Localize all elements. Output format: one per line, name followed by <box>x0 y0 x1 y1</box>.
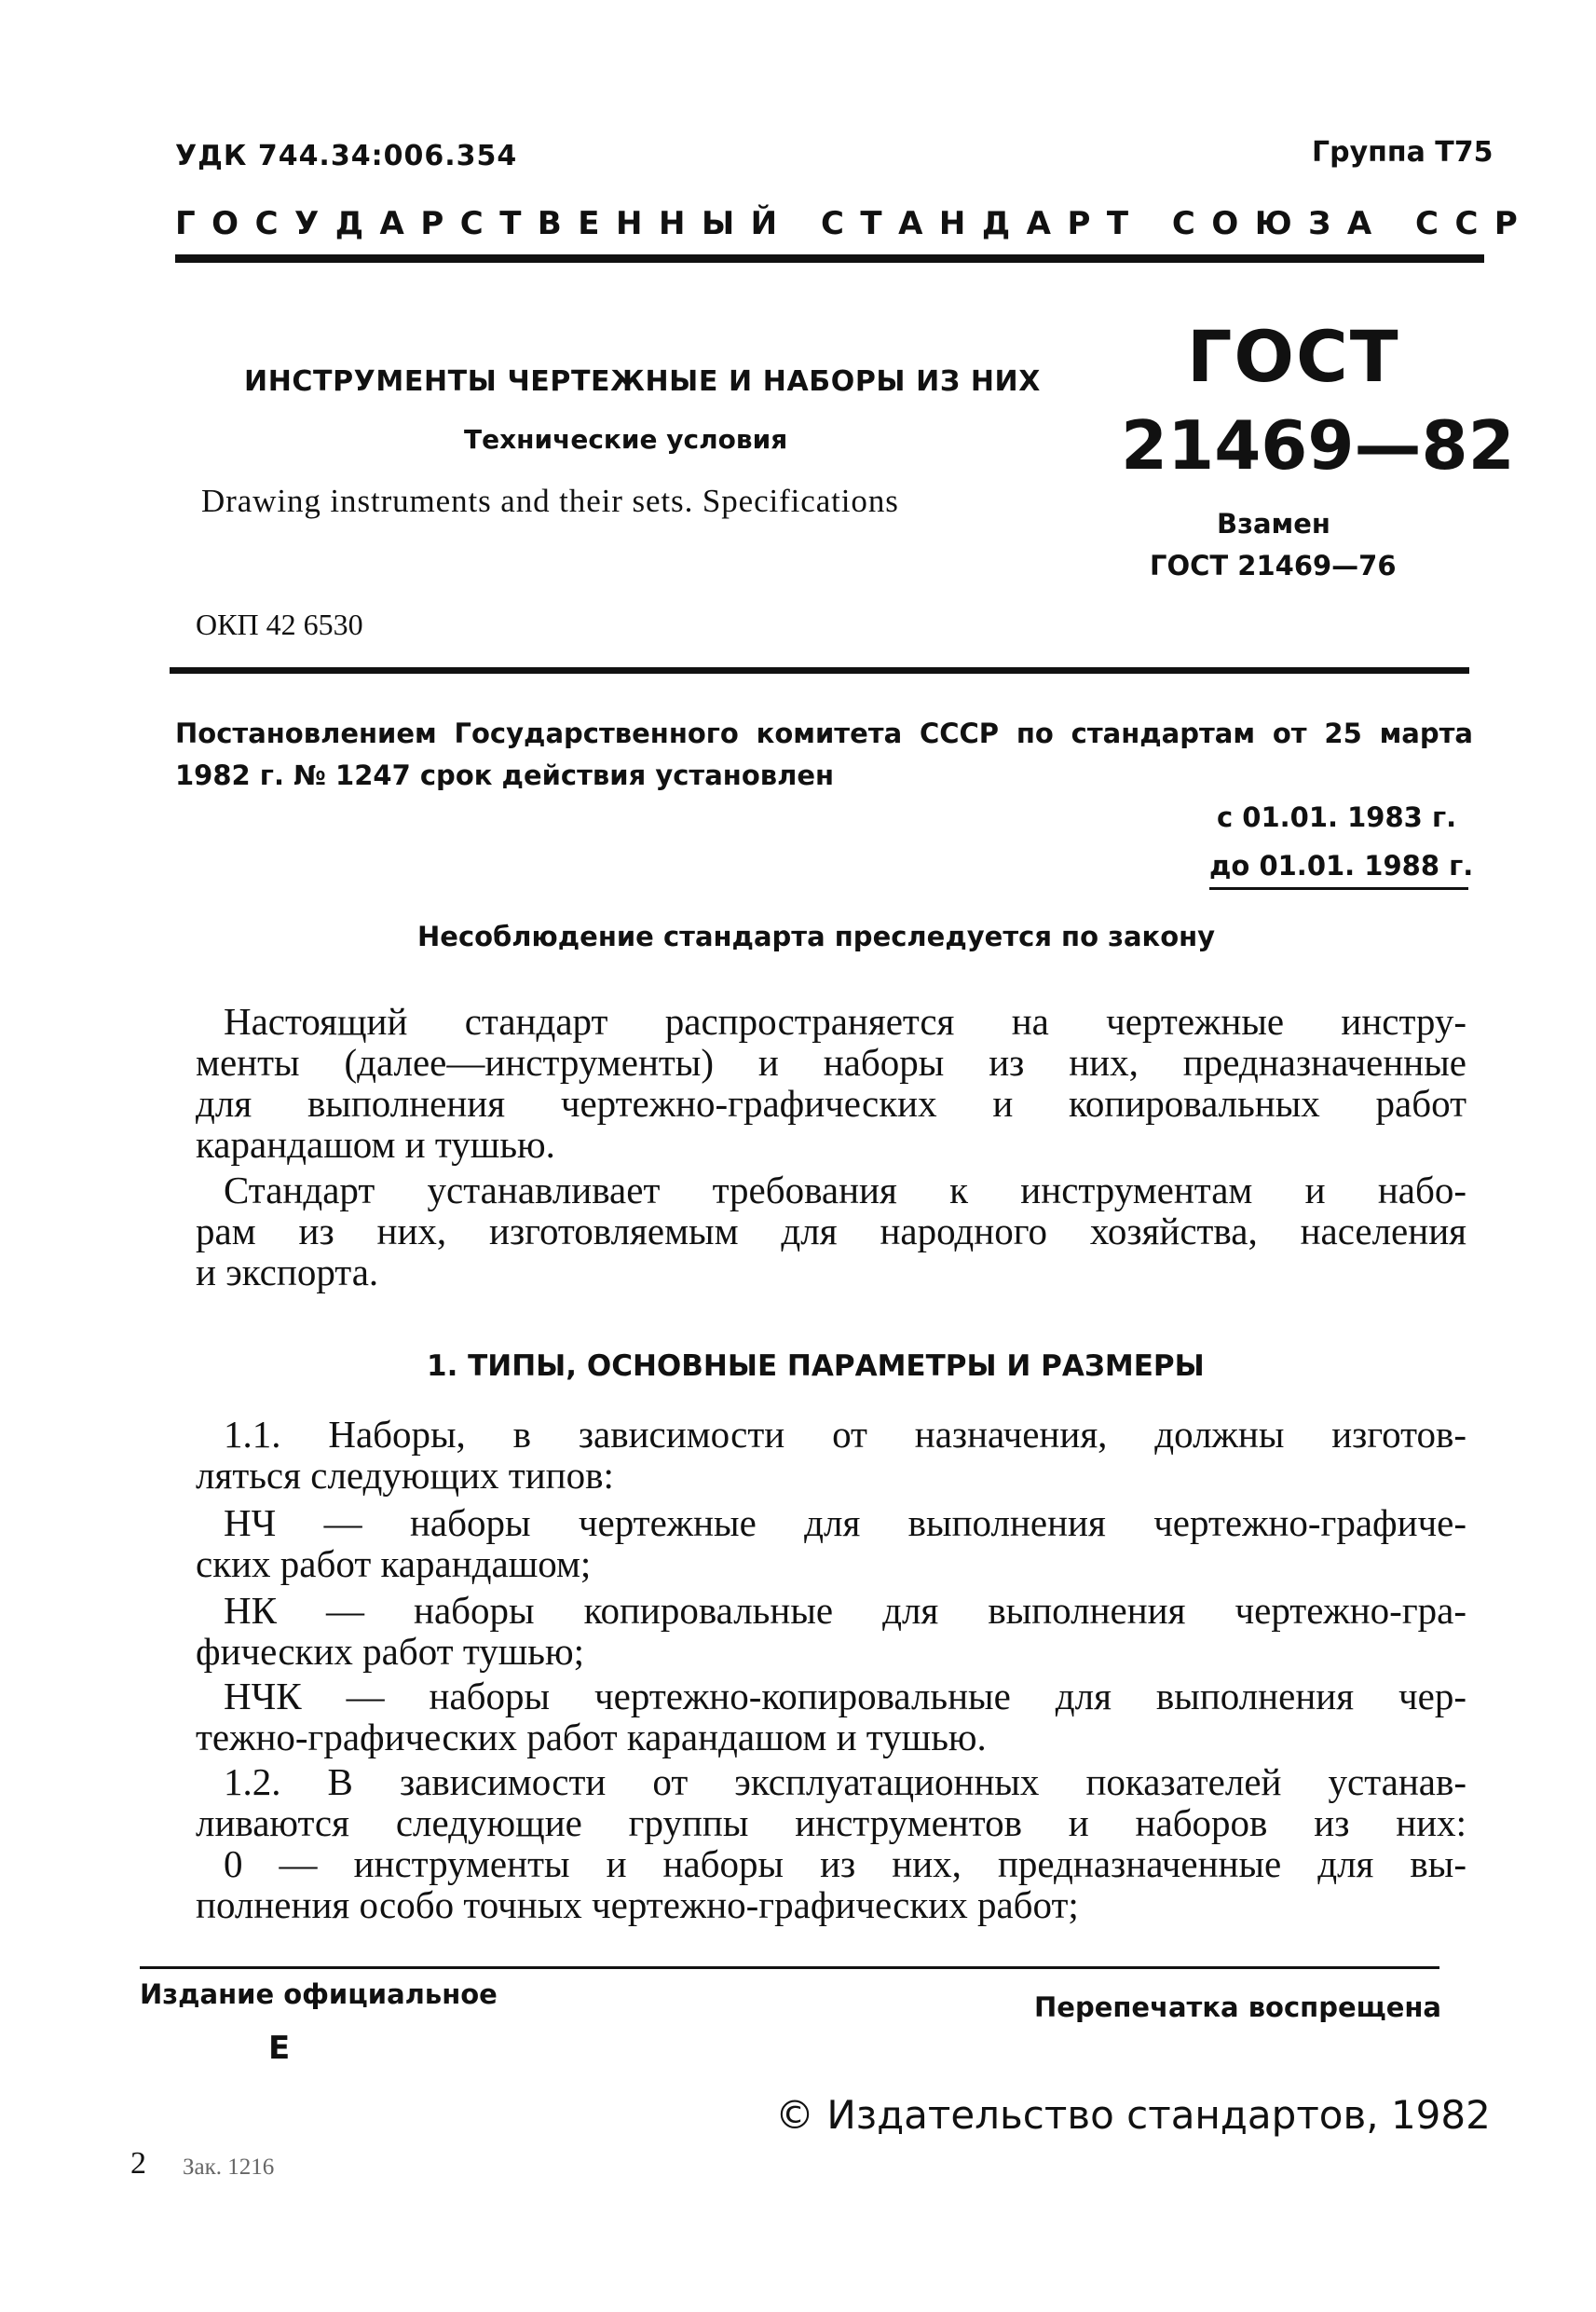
official-edition: Издание официальное <box>140 1978 498 2010</box>
section-line: тежно-графических работ карандашом и тушью. <box>196 1716 987 1758</box>
intro-line: карандашом и тушью. <box>196 1123 555 1166</box>
section-line: НК — наборы копировальные для выполнения чертежно-гра- <box>224 1589 1466 1632</box>
section-line: 0 — инструменты и наборы из них, предназначенные для вы- <box>224 1842 1466 1885</box>
section-line: ляться следующих типов: <box>196 1454 614 1497</box>
validity-from: с 01.01. 1983 г. <box>1217 801 1457 833</box>
okp-code: ОКП 42 6530 <box>196 608 363 641</box>
state-standard-banner: ГОСУДАРСТВЕННЫЙ СТАНДАРТ СОЮЗА ССР <box>175 205 1535 242</box>
intro-line: Настоящий стандарт распространяется на чертежные инстру- <box>224 1000 1466 1043</box>
print-order-number: Зак. 1216 <box>183 2155 275 2180</box>
validity-to: до 01.01. 1988 г. <box>1209 850 1474 882</box>
intro-line: менты (далее—инструменты) и наборы из них, предназначенные <box>196 1041 1466 1084</box>
intro-line: рам из них, изготовляемым для народного хозяйства, населения <box>196 1210 1466 1252</box>
page-number: 2 <box>130 2146 146 2181</box>
gost-label: ГОСТ <box>1187 315 1400 398</box>
section-line: 1.2. В зависимости от эксплуатационных показателей устанав- <box>224 1760 1466 1803</box>
validity-rule <box>1209 887 1468 890</box>
replaces-label: Взамен <box>1217 508 1330 540</box>
document-subtitle: Технические условия <box>464 424 788 455</box>
decree-line-1: Постановлением Государственного комитета СССР по стандартам от 25 марта <box>175 718 1473 749</box>
udk-code: УДК 744.34:006.354 <box>175 140 518 172</box>
intro-line: Стандарт устанавливает требования к инструментам и набо- <box>224 1169 1466 1211</box>
reprint-prohibited: Перепечатка воспрещена <box>1034 1991 1441 2023</box>
section-line: ливаются следующие группы инструментов и наборов из них: <box>196 1801 1466 1844</box>
footer-rule <box>140 1966 1439 1969</box>
section-line: ских работ карандашом; <box>196 1542 592 1585</box>
section-line: НЧК — наборы чертежно-копировальные для выполнения чер- <box>224 1675 1466 1717</box>
document-title: ИНСТРУМЕНТЫ ЧЕРТЕЖНЫЕ И НАБОРЫ ИЗ НИХ <box>244 365 1041 398</box>
group-code: Группа Т75 <box>1312 136 1494 169</box>
copyright-publisher: © Издательство стандартов, 1982 <box>775 2092 1491 2138</box>
header-rule <box>175 254 1484 263</box>
section-line: НЧ — наборы чертежные для выполнения чертежно-графиче- <box>224 1501 1466 1544</box>
replaces-standard: ГОСТ 21469—76 <box>1150 550 1397 581</box>
decree-line-2: 1982 г. № 1247 срок действия установлен <box>175 759 835 791</box>
edition-letter: Е <box>268 2030 291 2067</box>
intro-line: и экспорта. <box>196 1251 379 1293</box>
section-line: фических работ тушью; <box>196 1630 585 1673</box>
section-heading: 1. ТИПЫ, ОСНОВНЫЕ ПАРАМЕТРЫ И РАЗМЕРЫ <box>427 1349 1205 1383</box>
intro-line: для выполнения чертежно-графических и копировальных работ <box>196 1082 1466 1125</box>
title-rule <box>170 667 1469 674</box>
section-line: 1.1. Наборы, в зависимости от назначения, должны изготов- <box>224 1413 1466 1456</box>
gost-number: 21469—82 <box>1121 406 1515 485</box>
section-line: полнения особо точных чертежно-графических работ; <box>196 1883 1079 1926</box>
legal-warning: Несоблюдение стандарта преследуется по закону <box>417 921 1216 952</box>
document-title-english: Drawing instruments and their sets. Specifications <box>201 483 899 519</box>
